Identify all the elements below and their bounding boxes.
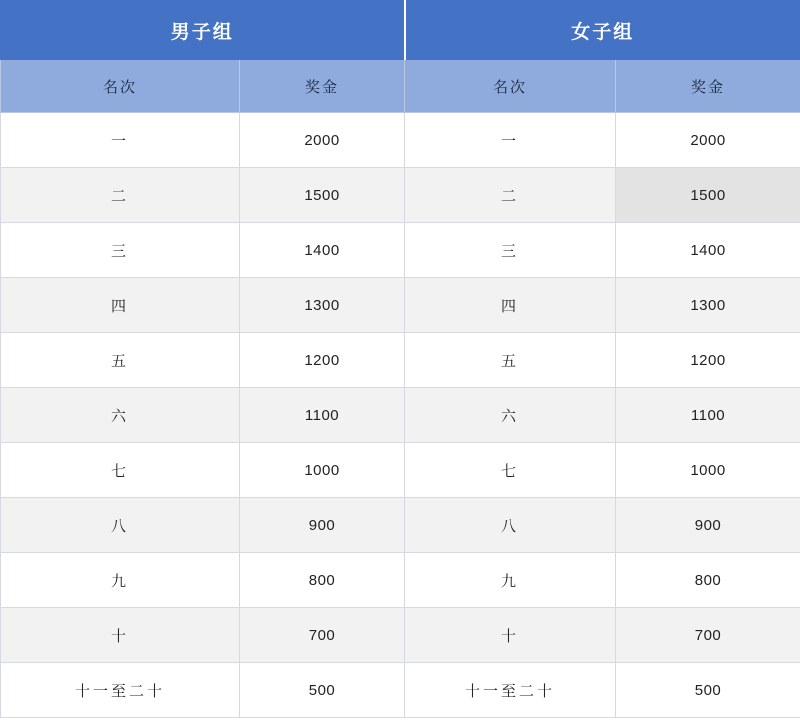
- table-row: [1, 333, 800, 388]
- table-row: [1, 608, 800, 663]
- group-header-men: 男子组: [1, 1, 405, 60]
- cell-women-rank: 四: [405, 278, 616, 333]
- cell-men-rank: 十: [1, 608, 240, 663]
- cell-men-prize: 1500: [240, 168, 405, 223]
- cell-women-prize: 1000: [616, 443, 800, 498]
- cell-women-prize: 1300: [616, 278, 800, 333]
- cell-men-rank: 九: [1, 553, 240, 608]
- cell-women-prize: 1200: [616, 333, 800, 388]
- cell-men-prize: 1000: [240, 443, 405, 498]
- cell-women-rank: 五: [405, 333, 616, 388]
- table-row: [1, 498, 800, 553]
- table-row: [1, 113, 800, 168]
- cell-men-rank: 十一至二十: [1, 663, 240, 718]
- cell-men-prize: 1300: [240, 278, 405, 333]
- table-row: [1, 443, 800, 498]
- cell-women-rank: 七: [405, 443, 616, 498]
- cell-women-rank: 三: [405, 223, 616, 278]
- cell-women-prize: 500: [616, 663, 800, 718]
- cell-women-prize: 1400: [616, 223, 800, 278]
- cell-women-rank: 九: [405, 553, 616, 608]
- cell-men-rank: 五: [1, 333, 240, 388]
- cell-men-prize: 2000: [240, 113, 405, 168]
- table-row: [1, 388, 800, 443]
- cell-men-rank: 二: [1, 168, 240, 223]
- cell-women-rank: 六: [405, 388, 616, 443]
- cell-men-rank: 七: [1, 443, 240, 498]
- cell-men-rank: 三: [1, 223, 240, 278]
- cell-women-rank: 八: [405, 498, 616, 553]
- cell-women-prize: 1500: [616, 168, 800, 223]
- cell-men-prize: 500: [240, 663, 405, 718]
- table-header: [1, 1, 800, 113]
- cell-men-rank: 六: [1, 388, 240, 443]
- cell-women-rank: 一: [405, 113, 616, 168]
- cell-women-rank: 二: [405, 168, 616, 223]
- cell-men-prize: 1400: [240, 223, 405, 278]
- group-header-row: [1, 1, 800, 60]
- column-header-row: [1, 60, 800, 113]
- cell-women-prize: 1100: [616, 388, 800, 443]
- table-row: [1, 223, 800, 278]
- cell-women-prize: 900: [616, 498, 800, 553]
- cell-women-rank: 十: [405, 608, 616, 663]
- column-header-women-rank: 名次: [405, 60, 616, 113]
- column-header-men-prize: 奖金: [240, 60, 405, 113]
- table-body: [1, 113, 800, 718]
- cell-men-rank: 一: [1, 113, 240, 168]
- cell-men-prize: 1200: [240, 333, 405, 388]
- cell-men-prize: 1100: [240, 388, 405, 443]
- cell-men-prize: 900: [240, 498, 405, 553]
- column-header-men-rank: 名次: [1, 60, 240, 113]
- cell-men-prize: 800: [240, 553, 405, 608]
- cell-women-prize: 700: [616, 608, 800, 663]
- table-row: [1, 278, 800, 333]
- cell-men-prize: 700: [240, 608, 405, 663]
- table-row: [1, 663, 800, 718]
- cell-women-prize: 800: [616, 553, 800, 608]
- cell-men-rank: 八: [1, 498, 240, 553]
- cell-women-prize: 2000: [616, 113, 800, 168]
- table-row: [1, 553, 800, 608]
- cell-men-rank: 四: [1, 278, 240, 333]
- cell-women-rank: 十一至二十: [405, 663, 616, 718]
- column-header-women-prize: 奖金: [616, 60, 800, 113]
- group-header-women: 女子组: [405, 1, 800, 60]
- table-row: [1, 168, 800, 223]
